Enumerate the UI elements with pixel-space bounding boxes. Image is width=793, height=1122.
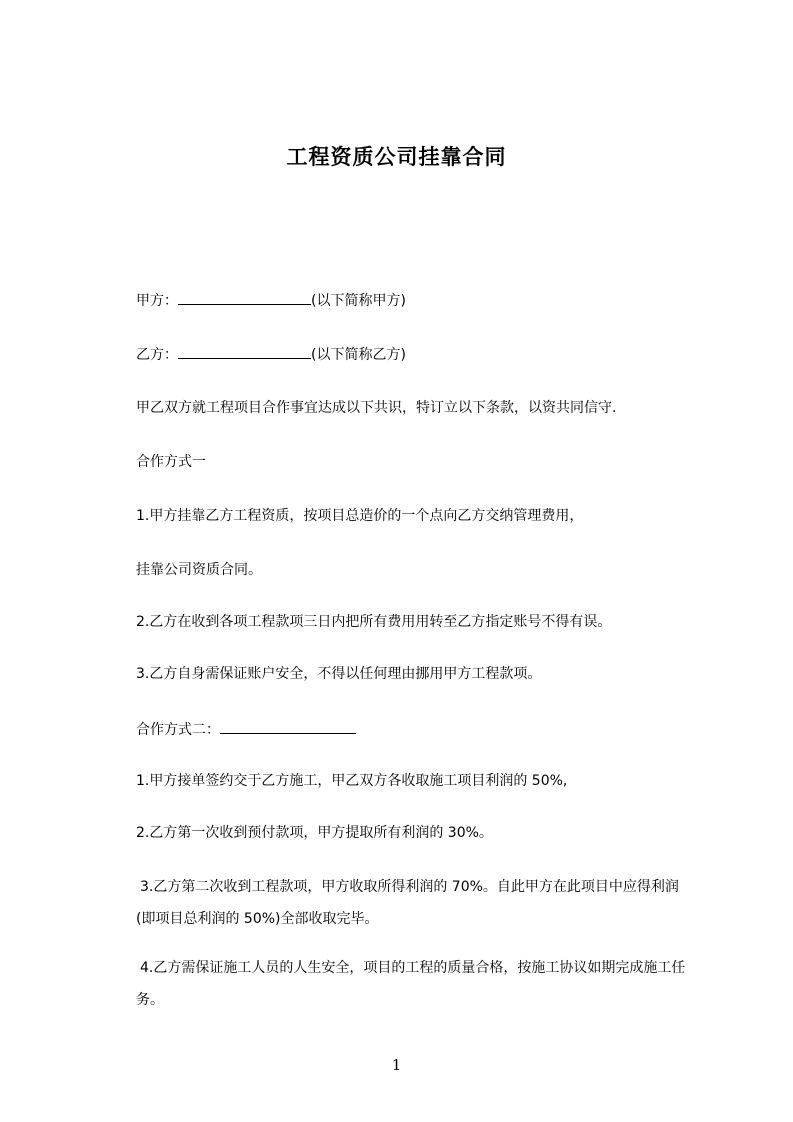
intro-paragraph: 甲乙双方就工程项目合作事宜达成以下共识，特订立以下条款，以资共同信守. <box>136 400 617 416</box>
party-b-line <box>136 344 406 365</box>
party-b-blank <box>178 344 311 359</box>
mode-two-heading: 合作方式二： <box>136 722 220 738</box>
mode-two-clause-3-text: 3.乙方第二次收到工程款项，甲方收取所得利润的 70%。自此甲方在此项目中应得利润(即项目总利润的 50%)全部收取完毕。 <box>136 879 679 927</box>
mode-one-clause-2: 2.乙方在收到各项工程款项三日内把所有费用用转至乙方指定账号不得有误。 <box>136 614 612 630</box>
mode-two-heading-line <box>136 719 356 740</box>
mode-two-clause-4-text: 4.乙方需保证施工人员的人生安全，项目的工程的质量合格，按施工协议如期完成施工任务。 <box>136 960 686 1008</box>
party-a-label: 甲方： <box>136 293 178 309</box>
mode-two-clause-2: 2.乙方第一次收到预付款项，甲方提取所有利润的 30%。 <box>136 825 493 841</box>
party-a-suffix: (以下简称甲方) <box>311 293 406 309</box>
mode-two-clause-4 <box>136 952 696 1016</box>
party-a-blank <box>178 290 311 305</box>
mode-two-clause-1: 1.甲方接单签约交于乙方施工，甲乙双方各收取施工项目利润的 50%, <box>136 773 568 789</box>
contract-title: 工程资质公司挂靠合同 <box>286 145 507 169</box>
mode-one-clause-1: 1.甲方挂靠乙方工程资质，按项目总造价的一个点向乙方交纳管理费用， <box>136 508 584 524</box>
party-b-label: 乙方： <box>136 347 178 363</box>
mode-two-blank <box>220 719 356 734</box>
mode-two-clause-3 <box>136 871 696 935</box>
party-a-line <box>136 290 406 311</box>
mode-one-heading: 合作方式一 <box>136 454 206 470</box>
mode-one-clause-3: 3.乙方自身需保证账户安全，不得以任何理由挪用甲方工程款项。 <box>136 666 542 682</box>
party-b-suffix: (以下简称乙方) <box>311 347 406 363</box>
mode-one-clause-1-continued: 挂靠公司资质合同。 <box>136 562 262 578</box>
page-number: 1 <box>391 1056 402 1074</box>
